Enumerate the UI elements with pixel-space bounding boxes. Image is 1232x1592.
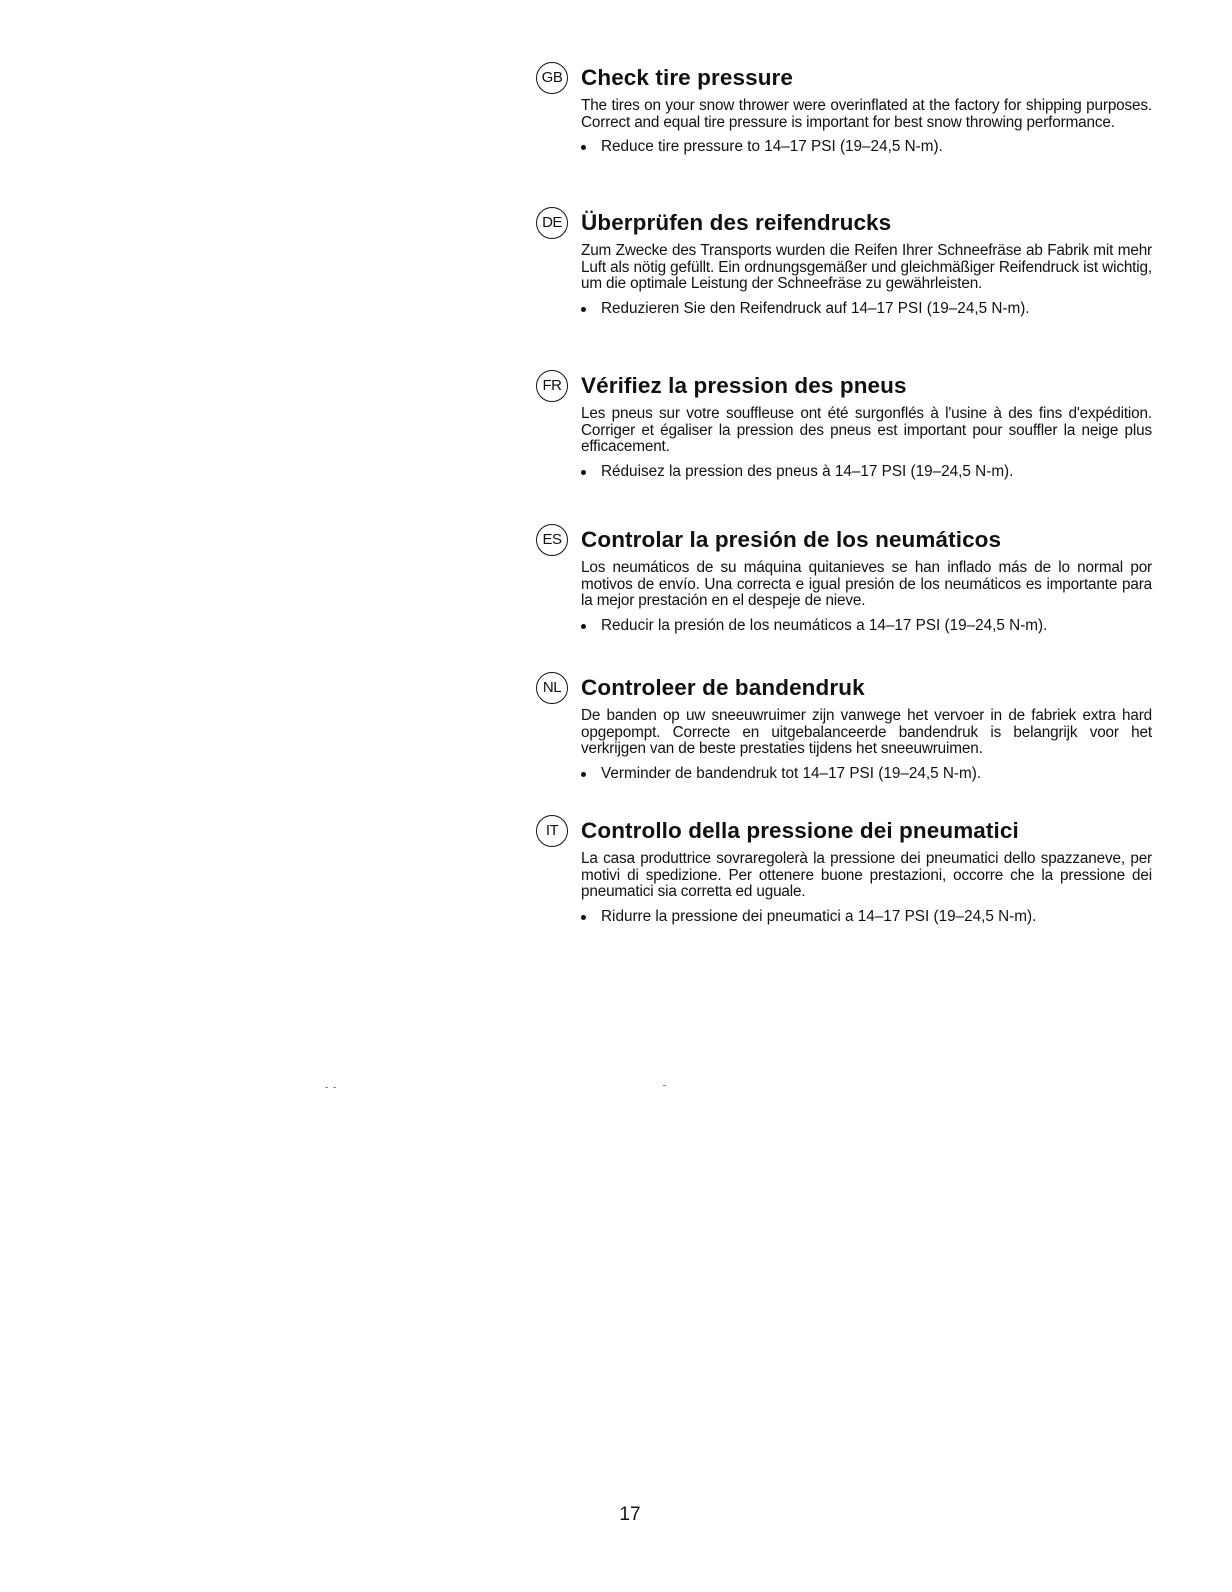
section-heading bbox=[536, 672, 1152, 706]
section-body: The tires on your snow thrower were overinflated at the factory for shipping purposes. Correct and equal tire pressure is important for best snow throwing performance. bbox=[581, 97, 1152, 131]
section-heading bbox=[536, 815, 1152, 849]
bullet-item bbox=[581, 908, 1152, 925]
section-title: Controleer de bandendruk bbox=[581, 675, 865, 700]
section-it bbox=[536, 815, 1152, 925]
section-body: Zum Zwecke des Transports wurden die Reifen Ihrer Schneefräse ab Fabrik mit mehr Luft als nötig gefüllt. Ein ordnungsgemäßer und gleichmäßiger Reifendruck ist wichtig, um die optimale Leistung der Schneefräse zu gewährleisten. bbox=[581, 242, 1152, 292]
bullet-item bbox=[581, 463, 1152, 480]
language-badge-nl: NL bbox=[536, 672, 568, 704]
bullet-text: Reduce tire pressure to 14–17 PSI (19–24,5 N-m). bbox=[601, 138, 943, 155]
bullet-dot-icon bbox=[581, 307, 586, 312]
section-body: De banden op uw sneeuwruimer zijn vanwege het vervoer in de fabriek extra hard opgepompt. Correcte en uitgebalanceerde bandendruk is belangrijk voor het verkrijgen van de beste prestaties tijdens het sneeuwruimen. bbox=[581, 707, 1152, 757]
section-fr bbox=[536, 370, 1152, 480]
bullet-text: Verminder de bandendruk tot 14–17 PSI (19–24,5 N-m). bbox=[601, 764, 982, 782]
language-badge-gb: GB bbox=[536, 62, 568, 94]
section-es bbox=[536, 524, 1152, 634]
section-title: Controllo della pressione dei pneumatici bbox=[581, 818, 1019, 843]
section-title: Überprüfen des reifendrucks bbox=[581, 210, 892, 235]
language-badge-de: DE bbox=[536, 207, 568, 239]
bullet-item bbox=[581, 617, 1152, 634]
bullet-dot-icon bbox=[581, 915, 586, 920]
section-heading bbox=[536, 207, 1152, 241]
bullet-item bbox=[581, 138, 1152, 155]
scan-speck bbox=[663, 1085, 666, 1086]
bullet-text: Ridurre la pressione dei pneumatici a 14–17 PSI (19–24,5 N-m). bbox=[601, 907, 1037, 925]
section-heading bbox=[536, 524, 1152, 558]
section-gb bbox=[536, 62, 1152, 155]
bullet-item bbox=[581, 300, 1152, 317]
section-body: Los neumáticos de su máquina quitanieves se han inflado más de lo normal por motivos de envío. Una correcta e igual presión de los neumáticos es importante para la mejor prestación en el despeje de nieve. bbox=[581, 559, 1152, 609]
bullet-dot-icon bbox=[581, 470, 586, 475]
section-body: La casa produttrice sovraregolerà la pressione dei pneumatici dello spazzaneve, per motivi di spedizione. Per ottenere buone prestazioni, occorre che la pressione dei pneumatici sia corretta ed uguale. bbox=[581, 850, 1152, 900]
section-heading bbox=[536, 62, 1152, 96]
bullet-dot-icon bbox=[581, 145, 586, 150]
page-number: 17 bbox=[619, 1504, 641, 1525]
bullet-dot-icon bbox=[581, 772, 586, 777]
scan-speck bbox=[333, 1087, 336, 1088]
bullet-item bbox=[581, 765, 1152, 782]
language-badge-it: IT bbox=[536, 815, 568, 847]
bullet-dot-icon bbox=[581, 624, 586, 629]
section-title: Check tire pressure bbox=[581, 65, 794, 90]
section-heading bbox=[536, 370, 1152, 404]
section-title: Controlar la presión de los neumáticos bbox=[581, 527, 1002, 552]
section-de bbox=[536, 207, 1152, 317]
language-badge-es: ES bbox=[536, 524, 568, 556]
bullet-text: Reduzieren Sie den Reifendruck auf 14–17 PSI (19–24,5 N-m). bbox=[601, 299, 1030, 317]
scan-speck bbox=[325, 1087, 328, 1088]
bullet-text: Réduisez la pression des pneus à 14–17 PSI (19–24,5 N-m). bbox=[601, 462, 1014, 480]
section-nl bbox=[536, 672, 1152, 782]
bullet-text: Reducir la presión de los neumáticos a 14–17 PSI (19–24,5 N-m). bbox=[601, 616, 1048, 634]
language-badge-fr: FR bbox=[536, 370, 568, 402]
section-title: Vérifiez la pression des pneus bbox=[581, 373, 907, 398]
section-body: Les pneus sur votre souffleuse ont été surgonflés à l'usine à des fins d'expédition. Corriger et égaliser la pression des pneus est important pour souffler la neige plus efficacement. bbox=[581, 405, 1152, 455]
